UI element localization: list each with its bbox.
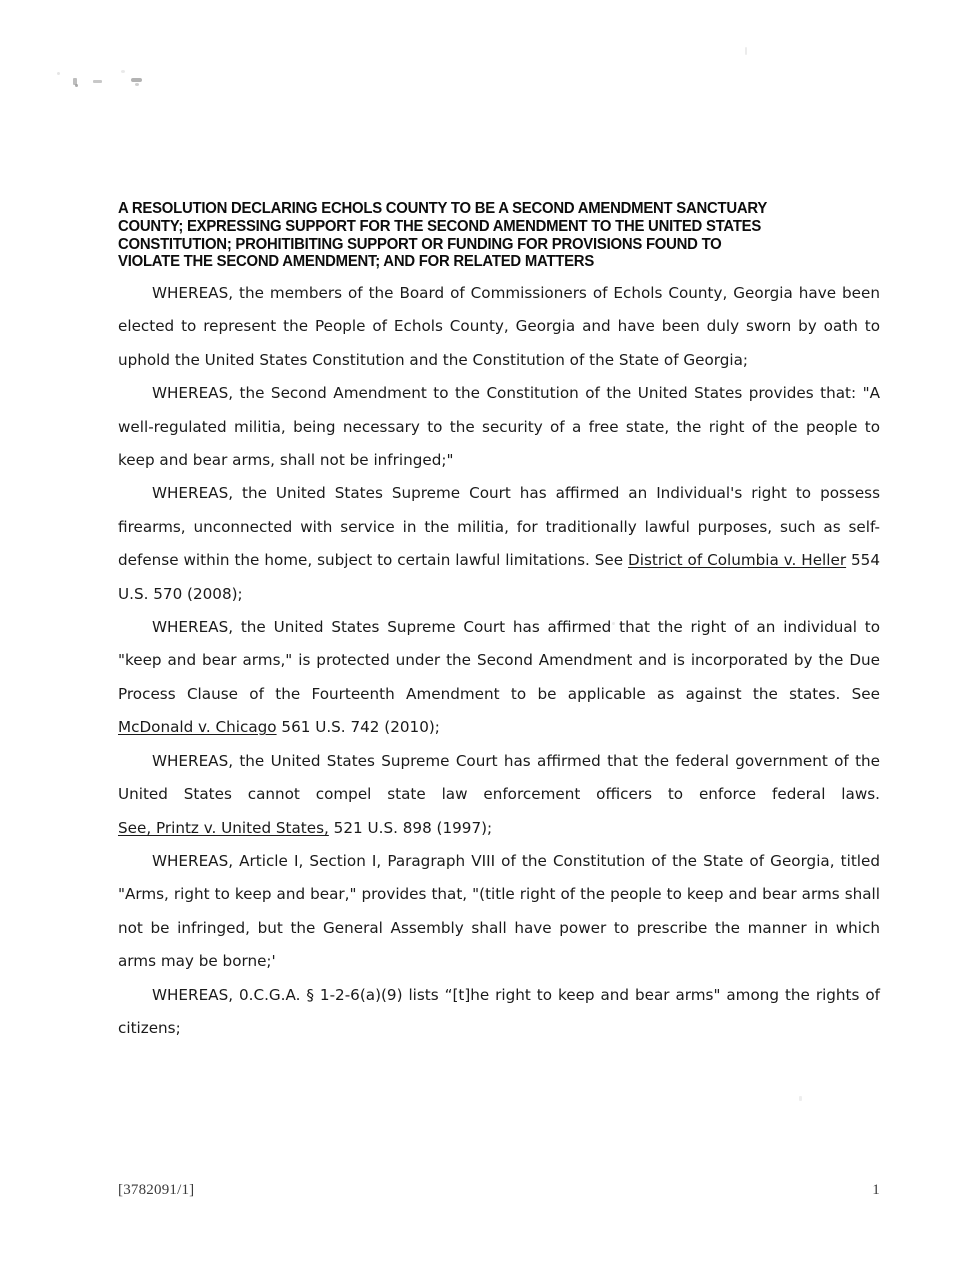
- paragraph-whereas-3-heller: [118, 477, 880, 611]
- paragraph-whereas-6-ga-constitution: [118, 845, 880, 979]
- title-line-1: A RESOLUTION DECLARING ECHOLS COUNTY TO BE A SECOND AMENDMENT SANCTUARY: [118, 200, 768, 218]
- resolution-title: [118, 200, 846, 270]
- paragraph-text: WHEREAS, the United States Supreme Court has affirmed that the federal government of the United States cannot compel state law enforcement officers to enforce federal laws.: [118, 751, 880, 804]
- scan-artifact-speck: [75, 84, 78, 87]
- page-number: 1: [872, 1182, 880, 1198]
- paragraph-text: WHEREAS, the Second Amendment to the Constitution of the United States provides that: "A well-regulated militia, being necessary to the security of a free state, the right of the people to keep and bear arms, shall not be infringed;": [118, 384, 880, 470]
- case-citation: District of Columbia v. Heller: [628, 551, 847, 570]
- scan-artifact-speck: [121, 70, 125, 73]
- paragraph-text: WHEREAS, the members of the Board of Commissioners of Echols County, Georgia have been elected to represent the People of Echols County, Georgia and have been duly sworn by oath to uphold the United States Constitution and the Constitution of the State of Georgia;: [118, 284, 880, 369]
- scan-artifact-speck: [57, 72, 60, 75]
- paragraph-whereas-2: [118, 377, 880, 477]
- paragraph-text: WHEREAS, the United States Supreme Court has affirmed that the right of an individual to "keep and bear arms," is protected under the Second Amendment and is incorporated by the Due Process Clause of the Fourteenth Amendment to be applicable as against the states. See: [118, 618, 880, 703]
- paragraph-text: 561 U.S. 742 (2010);: [276, 718, 440, 737]
- paragraph-text: 521 U.S. 898 (1997);: [328, 818, 493, 837]
- resolution-body: [118, 277, 880, 1045]
- scan-artifact-speck: [131, 78, 142, 82]
- paragraph-whereas-4-mcdonald: [118, 611, 880, 745]
- paragraph-text: WHEREAS, 0.C.G.A. § 1-2-6(a)(9) lists “[t]he right to keep and bear arms" among the rights of citizens;: [118, 985, 880, 1037]
- page-footer: [118, 1182, 880, 1199]
- paragraph-whereas-5-printz: [118, 745, 880, 845]
- scan-artifact-speck: [799, 1096, 802, 1101]
- paragraph-whereas-1: [118, 277, 880, 377]
- case-citation: McDonald v. Chicago: [118, 718, 277, 737]
- scan-artifact-speck: [745, 47, 747, 55]
- paragraph-text: 554 U.S. 570 (2008);: [118, 551, 880, 603]
- title-line-3: CONSTITUTION; PROHITIBITING SUPPORT OR FUNDING FOR PROVISIONS FOUND TO: [118, 235, 722, 253]
- title-line-4: VIOLATE THE SECOND AMENDMENT; AND FOR RELATED MATTERS: [118, 253, 595, 271]
- title-line-2: COUNTY; EXPRESSING SUPPORT FOR THE SECOND AMENDMENT TO THE UNITED STATES: [118, 218, 762, 236]
- case-citation: See, Printz v. United States,: [118, 818, 329, 837]
- document-id-stamp: [3782091/1]: [118, 1182, 195, 1198]
- paragraph-text: WHEREAS, Article I, Section I, Paragraph VIII of the Constitution of the State of Georgia, titled "Arms, right to keep and bear," provides that, "(title right of the people to keep and bear arms shall not be infringed, but the General Assembly shall have power to prescribe the manner in which arms may be borne;': [118, 851, 880, 971]
- scan-artifact-speck: [135, 83, 139, 86]
- paragraph-text: WHEREAS, the United States Supreme Court has affirmed an Individual's right to possess firearms, unconnected with service in the militia, for traditionally lawful purposes, such as self-defense within the home, subject to certain lawful limitations. See: [118, 484, 880, 570]
- scan-artifact-speck: [93, 80, 102, 83]
- paragraph-whereas-7-ocga: [118, 979, 880, 1046]
